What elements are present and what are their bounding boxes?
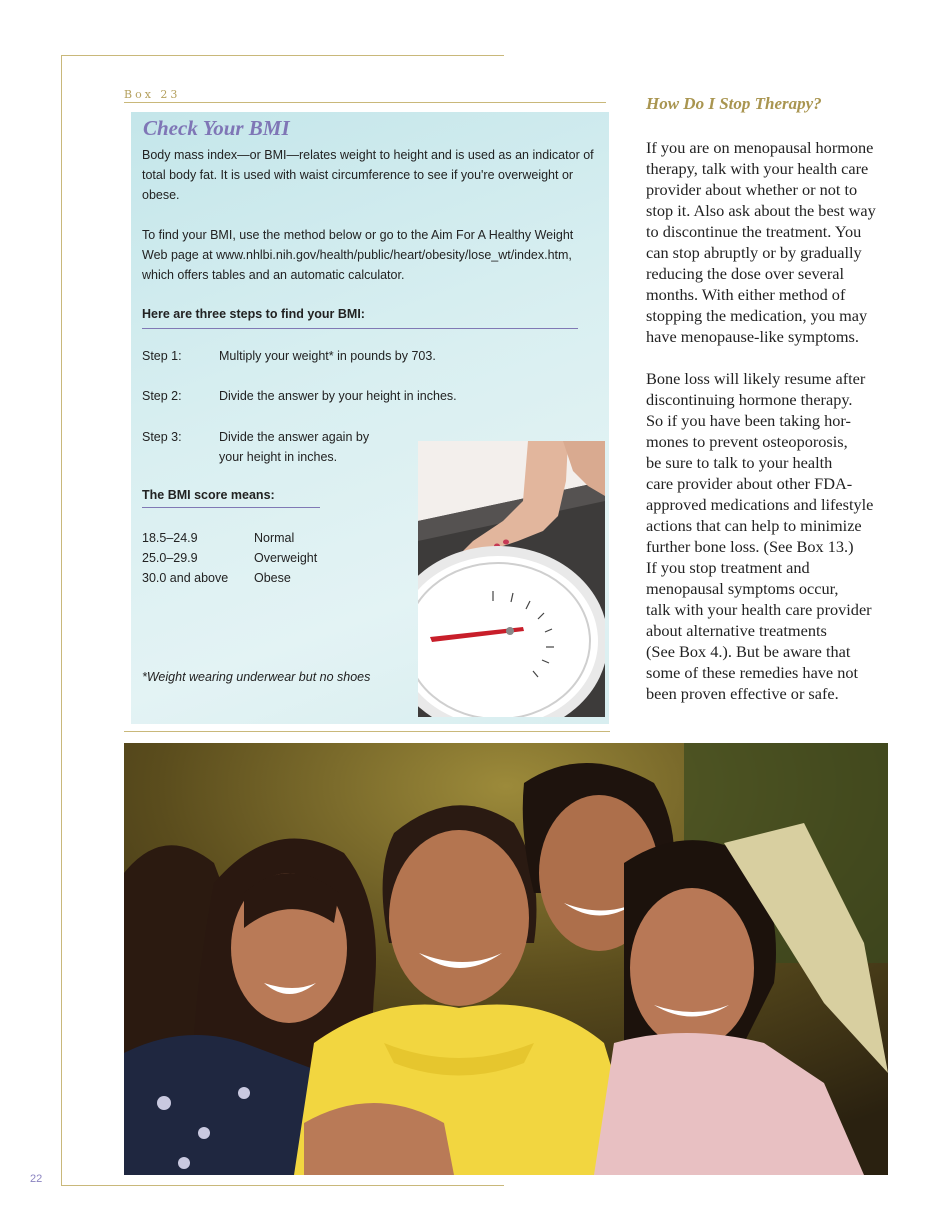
score-range-overweight: 25.0–29.9 [142, 551, 198, 565]
bmi-website-paragraph: To find your BMI, use the method below or go to the Aim For A Healthy Weight Web page at www.nhlbi.nih.gov/health/public/heart/obesity/lose_wt/index.htm, which offers tables and an automatic calculator. [142, 228, 574, 282]
sidebar-line: menopausal symptoms occur, [646, 579, 839, 598]
sidebar-line: further bone loss. (See Box 13.) [646, 537, 854, 556]
box-rule-bottom [124, 731, 610, 732]
sidebar-line: reducing the dose over several [646, 264, 845, 283]
step-1-text: Multiply your weight* in pounds by 703. [219, 349, 436, 363]
scores-heading: The BMI score means: [142, 488, 275, 502]
sidebar-line: mones to prevent osteoporosis, [646, 432, 848, 451]
steps-heading: Here are three steps to find your BMI: [142, 307, 365, 321]
score-category-overweight: Overweight [254, 551, 318, 565]
sidebar-paragraph-2 [646, 368, 896, 704]
step-1-label: Step 1: [142, 349, 182, 363]
score-category-obese: Obese [254, 571, 291, 585]
sidebar-line: therapy, talk with your health care [646, 159, 869, 178]
sidebar-line: to discontinue the treatment. You [646, 222, 862, 241]
sidebar-line: discontinuing hormone therapy. [646, 390, 853, 409]
page-number: 22 [30, 1173, 43, 1185]
sidebar-paragraph-1 [646, 137, 896, 347]
sidebar-line: stopping the medication, you may [646, 306, 868, 325]
sidebar-line: some of these remedies have not [646, 663, 859, 682]
sidebar-line: been proven effective or safe. [646, 684, 839, 703]
sidebar-line: be sure to talk to your health [646, 453, 833, 472]
steps-heading-rule [142, 328, 578, 329]
bathroom-scale-photo [418, 441, 605, 717]
sidebar-line: about alternative treatments [646, 621, 827, 640]
page-frame-top [61, 55, 504, 56]
bmi-box-title: Check Your BMI [143, 116, 290, 140]
box-rule-top [124, 102, 606, 103]
sidebar-line: talk with your health care provider [646, 600, 872, 619]
box-label: Box 23 [124, 88, 181, 101]
sidebar-line: approved medications and lifestyle [646, 495, 874, 514]
step-2-label: Step 2: [142, 389, 182, 403]
score-category-normal: Normal [254, 531, 295, 545]
sidebar-line: care provider about other FDA- [646, 474, 853, 493]
sidebar-heading: How Do I Stop Therapy? [646, 94, 822, 113]
step-3-text-line1: Divide the answer again by [219, 430, 370, 444]
step-3-text-line2: your height in inches. [219, 450, 338, 464]
step-2-text: Divide the answer by your height in inches. [219, 389, 457, 403]
page-frame-bottom [61, 1185, 504, 1186]
score-range-obese: 30.0 and above [142, 571, 229, 585]
sidebar-line: provider about whether or not to [646, 180, 858, 199]
step-3-label: Step 3: [142, 430, 182, 444]
weight-footnote: *Weight wearing underwear but no shoes [142, 670, 371, 684]
bmi-intro-paragraph: Body mass index—or BMI—relates weight to height and is used as an indicator of total body fat. It is used with waist circumference to see if you're overweight or obese. [142, 148, 594, 202]
scores-heading-rule [142, 507, 320, 508]
sidebar-line: can stop abruptly or by gradually [646, 243, 862, 262]
sidebar-line: If you stop treatment and [646, 558, 810, 577]
sidebar-line: actions that can help to minimize [646, 516, 862, 535]
sidebar-line: If you are on menopausal hormone [646, 138, 874, 157]
score-range-normal: 18.5–24.9 [142, 531, 198, 545]
sidebar-line: Bone loss will likely resume after [646, 369, 866, 388]
page-frame-left [61, 55, 62, 1185]
sidebar-line: months. With either method of [646, 285, 846, 304]
sidebar-line: (See Box 4.). But be aware that [646, 642, 851, 661]
family-photo [124, 743, 888, 1175]
sidebar-line: have menopause-like symptoms. [646, 327, 859, 346]
sidebar-line: So if you have been taking hor- [646, 411, 851, 430]
sidebar-line: stop it. Also ask about the best way [646, 201, 876, 220]
